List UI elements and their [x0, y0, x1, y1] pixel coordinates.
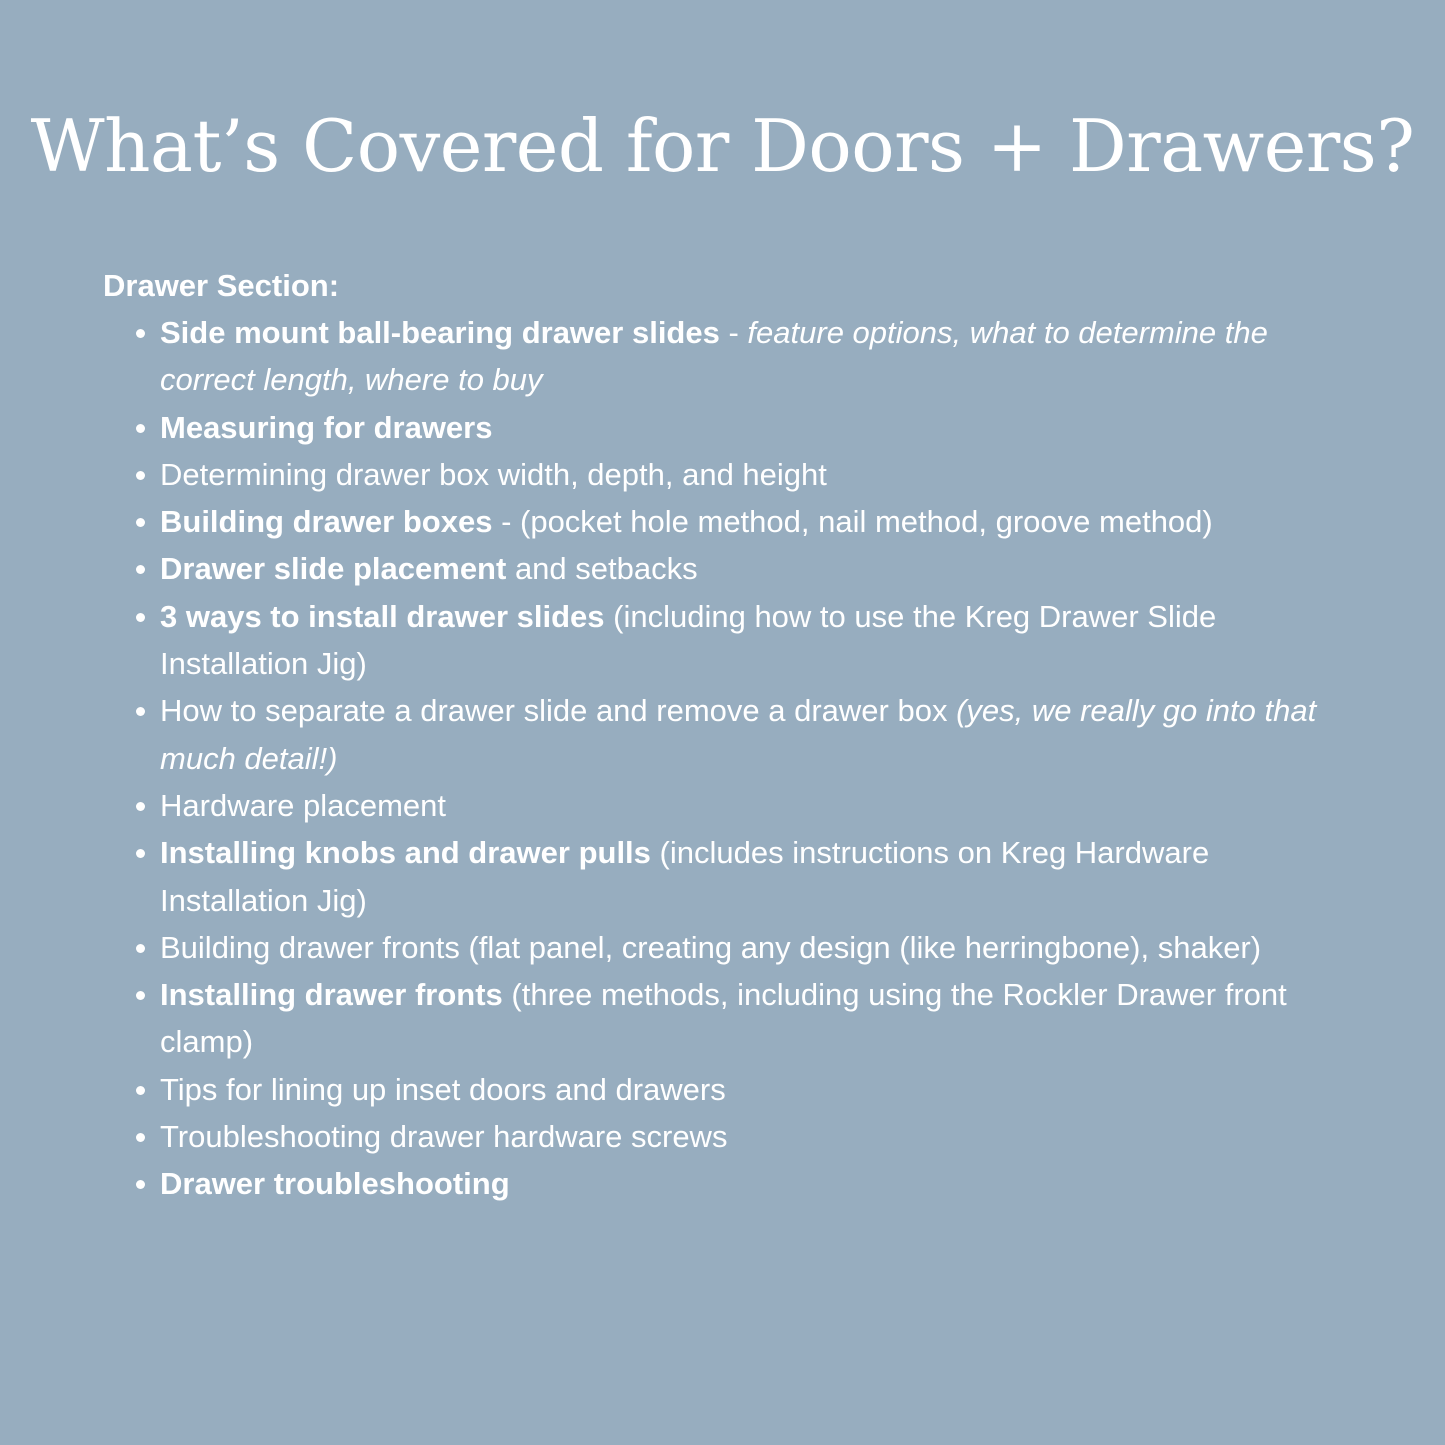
- item-text: How to separate a drawer slide and remove a drawer box: [160, 693, 957, 729]
- item-text: Building drawer fronts (flat panel, creating any design (like herringbone), shaker): [160, 929, 1262, 965]
- list-item: [160, 924, 1353, 971]
- list-item: [160, 1066, 1353, 1113]
- item-text: Troubleshooting drawer hardware screws: [160, 1119, 728, 1155]
- list-item: [160, 498, 1353, 545]
- content-block: [103, 262, 1353, 1208]
- item-text: Tips for lining up inset doors and drawers: [160, 1071, 726, 1107]
- item-bold: Drawer troubleshooting: [160, 1166, 510, 1202]
- list-item: [160, 971, 1353, 1066]
- list-item: [160, 829, 1353, 924]
- topic-list: [103, 309, 1353, 1208]
- list-item: [160, 545, 1353, 592]
- list-item: [160, 782, 1353, 829]
- item-bold: Drawer slide placement: [160, 551, 507, 587]
- list-item: [160, 593, 1353, 688]
- page-title: What’s Covered for Doors + Drawers?: [30, 104, 1415, 188]
- item-italic: (yes, we really go into that much detail!): [160, 693, 1317, 776]
- item-text: (including how to use the Kreg Drawer Slide Installation Jig): [160, 598, 1217, 682]
- item-text: and setbacks: [506, 551, 698, 587]
- list-item: [160, 1113, 1353, 1160]
- item-text: Hardware placement: [160, 787, 447, 823]
- item-text: (three methods, including using the Rockler Drawer front clamp): [160, 977, 1287, 1060]
- list-item: [160, 309, 1353, 404]
- item-text: - (pocket hole method, nail method, groove method): [492, 504, 1213, 540]
- item-bold: Installing knobs and drawer pulls: [160, 835, 651, 871]
- item-bold: Side mount ball-bearing drawer slides: [160, 315, 720, 350]
- item-text: Determining drawer box width, depth, and height: [160, 456, 827, 492]
- list-item: [160, 1160, 1353, 1207]
- item-text: (includes instructions on Kreg Hardware Installation Jig): [160, 835, 1210, 918]
- item-italic: feature options, what to determine the correct length, where to buy: [160, 315, 1268, 398]
- list-item: [160, 687, 1353, 782]
- section-heading: Drawer Section:: [103, 268, 340, 303]
- item-bold: Measuring for drawers: [160, 409, 493, 445]
- item-text: -: [719, 315, 748, 350]
- list-item: [160, 404, 1353, 451]
- item-bold: 3 ways to install drawer slides: [160, 598, 605, 634]
- list-item: [160, 451, 1353, 498]
- item-bold: Building drawer boxes: [160, 504, 493, 540]
- item-bold: Installing drawer fronts: [160, 977, 503, 1013]
